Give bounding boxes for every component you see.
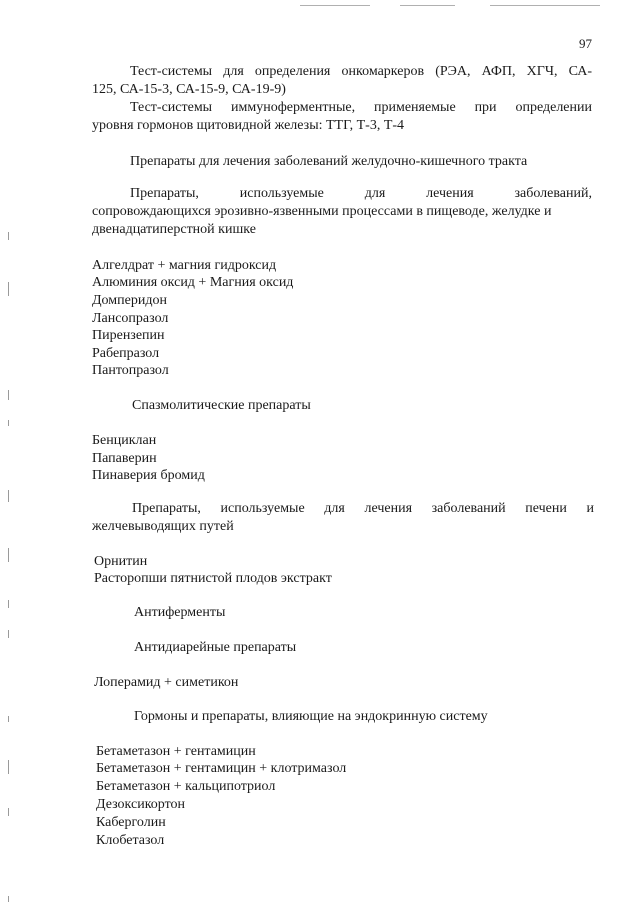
list-item: Алгелдрат + магния гидроксид [92,258,277,273]
list-item: Пирензепин [92,328,165,343]
list-item: Бенциклан [92,433,157,448]
scan-artifact-margin [8,232,9,240]
intro-paragraph-2-line-1: Тест-системы иммуноферментные, применяемые при определении [130,100,592,115]
scan-artifact-margin [8,600,9,608]
scan-artifact-margin [8,716,9,722]
page-number: 97 [579,36,592,51]
list-item: Пинаверия бромид [92,468,205,483]
list-item: Орнитин [94,554,148,569]
list-item: Домперидон [92,293,167,308]
scan-artifact-margin [8,490,9,502]
scan-artifact-margin [8,420,9,426]
section-heading-antidiarrheal: Антидиарейные препараты [134,640,297,655]
list-item: Бетаметазон + гентамицин [96,744,256,759]
liver-heading-line-2: желчевыводящих путей [92,519,234,534]
gi-subheading-line-3: двенадцатиперстной кишке [92,222,256,237]
list-item: Клобетазол [96,833,165,848]
list-item: Пантопразол [92,363,169,378]
scan-artifact-margin [8,808,9,816]
scan-artifact-top [490,5,600,6]
gi-subheading-line-1: Препараты, используемые для лечения заболеваний, [130,186,592,201]
list-item: Бетаметазон + кальципотриол [96,779,276,794]
section-heading-endocrine: Гормоны и препараты, влияющие на эндокринную систему [134,709,488,724]
section-heading-spasmolytics: Спазмолитические препараты [132,398,311,413]
list-item: Лансопразол [92,311,169,326]
scan-artifact-margin [8,630,9,638]
list-item: Расторопши пятнистой плодов экстракт [94,571,332,586]
list-item: Бетаметазон + гентамицин + клотримазол [96,761,347,776]
scan-artifact-margin [8,282,9,296]
list-item: Папаверин [92,451,157,466]
list-item: Дезоксикортон [96,797,186,812]
list-item: Алюминия оксид + Магния оксид [92,275,294,290]
section-heading-gi: Препараты для лечения заболеваний желудочно-кишечного тракта [130,154,528,169]
liver-heading-line-1: Препараты, используемые для лечения заболеваний печени и [132,501,594,516]
scan-artifact-margin [8,548,9,562]
scan-artifact-top [400,5,455,6]
intro-paragraph-1-line-2: 125, СА-15-3, СА-15-9, СА-19-9) [92,82,286,97]
gi-subheading-line-2: сопровождающихся эрозивно-язвенными процессами в пищеводе, желудке и [92,204,552,219]
scan-artifact-margin [8,390,9,400]
intro-paragraph-1-line-1: Тест-системы для определения онкомаркеров (РЭА, АФП, ХГЧ, СА- [130,64,592,79]
scan-artifact-margin [8,896,9,902]
list-item: Каберголин [96,815,166,830]
section-heading-antienzymes: Антиферменты [134,605,226,620]
intro-paragraph-2-line-2: уровня гормонов щитовидной железы: ТТГ, Т-3, Т-4 [92,118,405,133]
scan-artifact-top [300,5,370,6]
list-item: Рабепразол [92,346,160,361]
scan-artifact-margin [8,760,9,774]
list-item: Лоперамид + симетикон [94,675,239,690]
